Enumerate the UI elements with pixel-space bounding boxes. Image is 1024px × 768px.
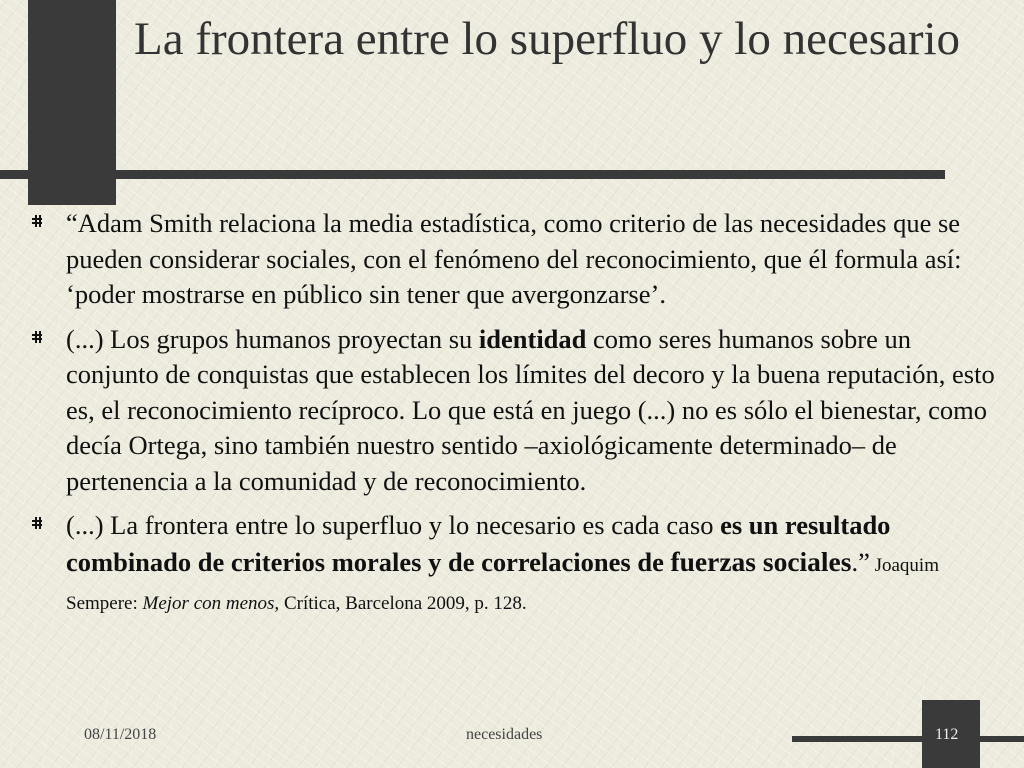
bullet-text bbox=[66, 508, 1000, 622]
bold-emphasis: es un resultado combinado de criterios morales y de correlaciones de bbox=[66, 510, 891, 577]
hash-bullet-icon bbox=[30, 322, 66, 357]
footer-date: 08/11/2018 bbox=[84, 726, 157, 743]
hash-bullet-icon bbox=[30, 508, 66, 543]
bullet-text-part: (...) La frontera entre lo superfluo y lo necesario es cada caso bbox=[66, 510, 721, 540]
slide-title: La frontera entre lo superfluo y lo necesario bbox=[134, 13, 961, 65]
footer-topic: necesidades bbox=[466, 726, 543, 743]
bullet-text-part: (...) Los grupos humanos proyectan su bbox=[66, 323, 479, 354]
bullet-text bbox=[66, 322, 1000, 500]
bullet-item-2 bbox=[30, 322, 1000, 500]
bullet-text-part: como seres humanos sobre un conjunto de conquistas que establecen los límites del decoro y la buena reputación, esto es, el reconocimiento recíproco. Lo que está en juego (...) no es sólo el bienestar, como decía Ortega, sino también nuestro sentido –axiológicamente determinado– de pertenencia a la comunidad y de reconocimiento. bbox=[66, 323, 995, 496]
bullet-item-1 bbox=[30, 206, 1000, 313]
bold-emphasis: identidad bbox=[478, 323, 587, 354]
hash-bullet-icon bbox=[30, 206, 66, 241]
citation-author: Joaquim Sempere: bbox=[66, 554, 939, 614]
page-number: 112 bbox=[935, 726, 959, 743]
bullet-item-3 bbox=[30, 508, 1000, 622]
bold-emphasis-large: fuerzas sociales bbox=[670, 545, 852, 577]
bullet-text: “Adam Smith relaciona la media estadística, como criterio de las necesidades que se pueden considerar sociales, con el fenómeno del reconocimiento, que él formula así: ‘poder mostrarse en público sin tener que avergonzarse’. bbox=[66, 208, 962, 309]
quote-close: .” bbox=[851, 546, 870, 577]
footer-bar bbox=[792, 736, 1024, 742]
slide-body bbox=[30, 206, 1000, 631]
citation-publisher: Crítica, Barcelona 2009, p. 128. bbox=[279, 593, 527, 614]
title-underline-bar bbox=[0, 170, 945, 179]
citation-book-title: Mejor con menos, bbox=[142, 593, 280, 614]
